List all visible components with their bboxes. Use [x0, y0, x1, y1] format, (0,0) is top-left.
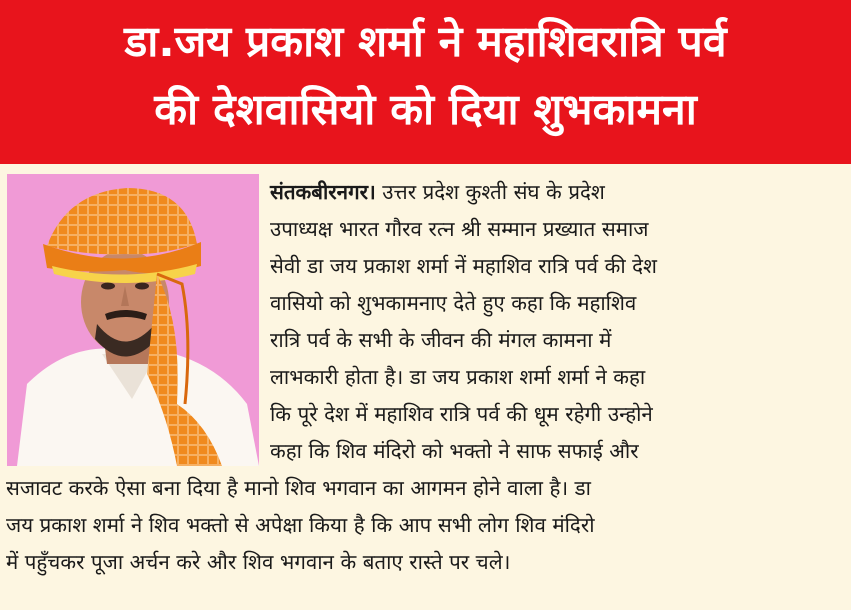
article-line-3: सेवी डा जय प्रकाश शर्मा नें महाशिव रात्रि पर्व की देश [270, 254, 657, 278]
article-text: उत्तर प्रदेश कुश्ती संघ के प्रदेश [382, 180, 605, 204]
article-line-10: जय प्रकाश शर्मा ने शिव भक्तो से अपेक्षा किया है कि आप सभी लोग शिव मंदिरो [6, 513, 595, 537]
article-line-7: कि पूरे देश में महाशिव रात्रि पर्व की धूम रहेगी उन्होने [270, 402, 653, 426]
dateline: संतकबीरनगर। [270, 180, 376, 204]
article-line-4: वासियो को शुभकामनाए देते हुए कहा कि महाशिव [270, 291, 637, 315]
article-line-2: उपाध्यक्ष भारत गौरव रत्न श्री सम्मान प्रख्यात समाज [270, 217, 649, 241]
article-body [0, 170, 851, 610]
headline-line-2: की देशवासियो को दिया शुभकामना [154, 85, 697, 135]
article-line-11: में पहुँचकर पूजा अर्चन करे और शिव भगवान के बताए रास्ते पर चले। [6, 550, 511, 574]
article-line-9: सजावट करके ऐसा बना दिया है मानो शिव भगवान का आगमन होने वाला है। डा [6, 476, 591, 500]
article-line-6: लाभकारी होता है। डा जय प्रकाश शर्मा शर्मा ने कहा [270, 365, 646, 389]
article-line-1 [270, 174, 605, 211]
article-line-8: कहा कि शिव मंदिरो को भक्तो ने साफ सफाई और [270, 439, 639, 463]
headline-line-1: डा.जय प्रकाश शर्मा ने महाशिवरात्रि पर्व [124, 17, 727, 67]
article-line-5: रात्रि पर्व के सभी के जीवन की मंगल कामना में [270, 328, 612, 352]
headline-banner [0, 0, 851, 164]
